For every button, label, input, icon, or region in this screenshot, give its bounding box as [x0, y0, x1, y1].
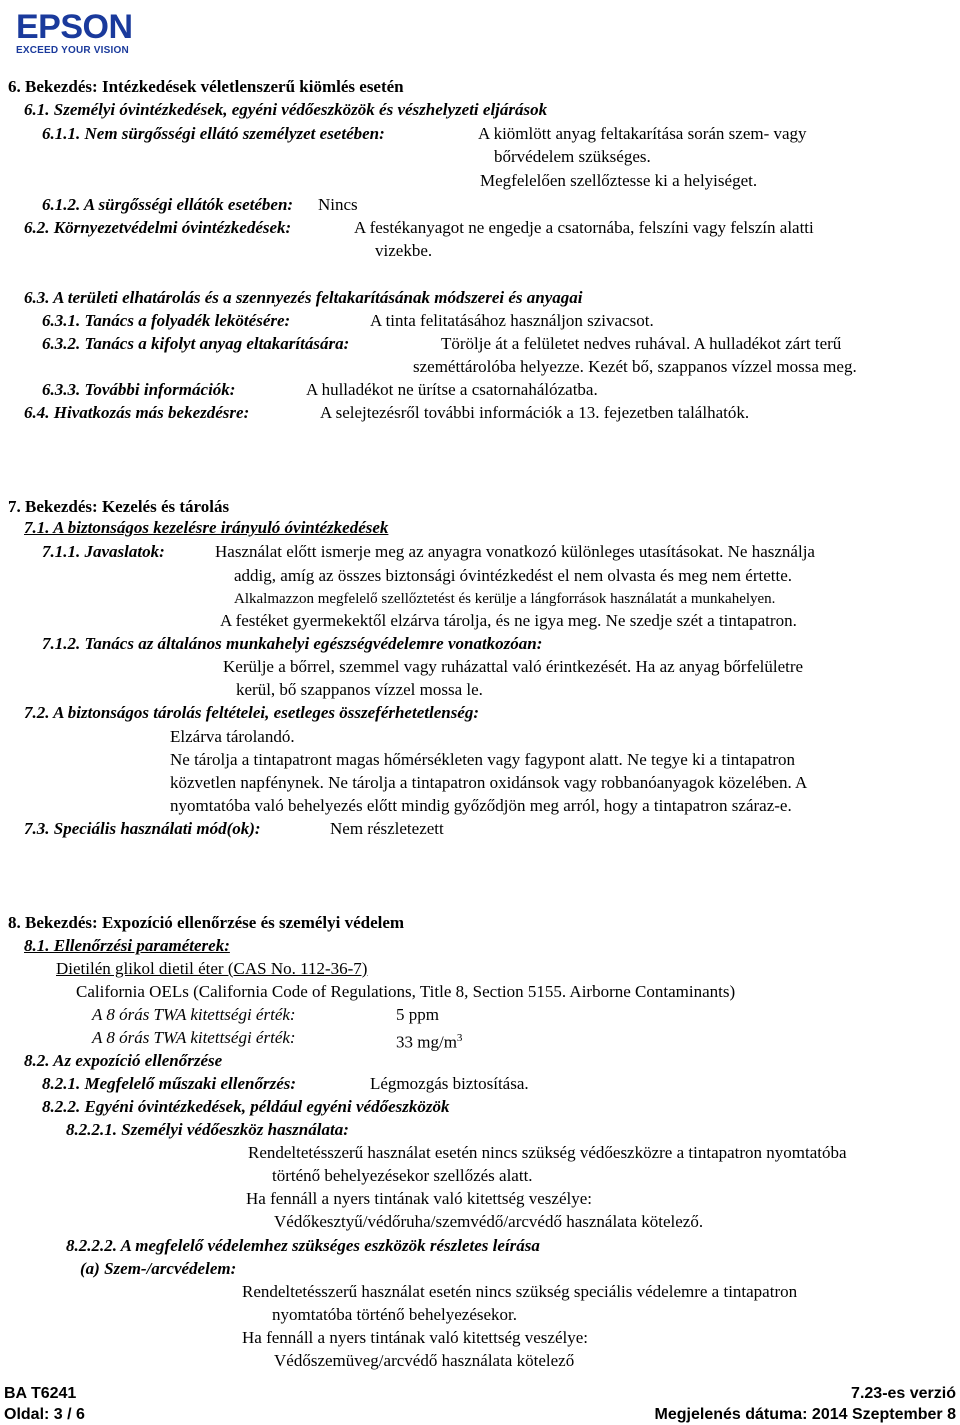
section-6-1-1-text: bőrvédelem szükséges.	[494, 147, 651, 166]
eye-face-protection-heading: (a) Szem-/arcvédelem:	[80, 1259, 237, 1278]
section-7-1-2-label: 7.1.2. Tanács az általános munkahelyi egészségvédelemre vonatkozóan:	[42, 634, 543, 653]
section-6-1-2-value: Nincs	[318, 195, 358, 214]
section-7-1-1-label: 7.1.1. Javaslatok:	[42, 542, 165, 561]
section-6-3-3-value: A hulladékot ne ürítse a csatornahálózatba.	[306, 380, 598, 399]
section-7-2-text: Ne tárolja a tintapatront magas hőmérsékleten vagy fagypont alatt. Ne tegye ki a tintapatron	[170, 750, 795, 769]
twa-value-text: 33 mg/m	[396, 1032, 457, 1052]
section-8-2-2-1-heading: 8.2.2.1. Személyi védőeszköz használata:	[66, 1120, 349, 1139]
section-8-2-2-2-heading: 8.2.2.2. A megfelelő védelemhez szükséges eszközök részletes leírása	[66, 1236, 540, 1255]
section-7-2-heading: 7.2. A biztonságos tárolás feltételei, esetleges összeférhetetlenség:	[24, 703, 480, 722]
section-7-2-text: nyomtatóba való behelyezés előtt mindig győződjön meg arról, hogy a tintapatron száraz-e.	[170, 796, 792, 815]
section-6-4-label: 6.4. Hivatkozás más bekezdésre:	[24, 403, 250, 422]
section-6-3-2-label: 6.3.2. Tanács a kifolyt anyag eltakarítására:	[42, 334, 350, 353]
section-7-2-text: Elzárva tárolandó.	[170, 727, 295, 746]
section-7-1-1-text: Használat előtt ismerje meg az anyagra vonatkozó különleges utasításokat. Ne használja	[215, 542, 815, 561]
eye-face-protection-text: Ha fennáll a nyers tintának való kitettség veszélye:	[242, 1328, 589, 1347]
section-6-3-3-label: 6.3.3. További információk:	[42, 380, 236, 399]
eye-face-protection-text: nyomtatóba történő behelyezésekor.	[272, 1305, 517, 1324]
section-8-2-2-1-text: Rendeltetésszerű használat esetén nincs szükség védőeszközre a tintapatron nyomtatóba	[248, 1143, 847, 1162]
section-6-4-value: A selejtezésről további információk a 13. fejezetben találhatók.	[320, 403, 750, 422]
section-8-2-1-value: Légmozgás biztosítása.	[370, 1074, 529, 1093]
section-7-1-2-text: kerül, bő szappanos vízzel mossa le.	[236, 680, 483, 699]
section-6-3-1-value: A tinta felitatásához használjon szivacsot.	[370, 311, 654, 330]
section-7-1-heading: 7.1. A biztonságos kezelésre irányuló óvintézkedések	[24, 518, 389, 537]
oel-title: California OELs (California Code of Regulations, Title 8, Section 5155. Airborne Contaminants)	[76, 982, 736, 1001]
substance-name: Dietilén glikol dietil éter (CAS No. 112-36-7)	[56, 959, 368, 978]
section-6-2-label: 6.2. Környezetvédelmi óvintézkedések:	[24, 218, 292, 237]
logo-tagline: EXCEED YOUR VISION	[16, 45, 129, 56]
footer-doc-id: BA T6241	[4, 1385, 77, 1402]
section-6-2-text: A festékanyagot ne engedje a csatornába, felszíni vagy felszín alatti	[354, 218, 814, 237]
section-6-1-1-label: 6.1.1. Nem sürgősségi ellátó személyzet esetében:	[42, 124, 385, 143]
footer-version: 7.23-es verzió	[851, 1385, 956, 1402]
section-8-2-2-1-text: történő behelyezésekor szellőzés alatt.	[272, 1166, 533, 1185]
section-8-2-2-1-text: Ha fennáll a nyers tintának való kitettség veszélye:	[246, 1189, 593, 1208]
section-8-2-2-heading: 8.2.2. Egyéni óvintézkedések, például egyéni védőeszközök	[42, 1097, 450, 1116]
epson-logo	[16, 10, 133, 57]
twa-label: A 8 órás TWA kitettségi érték:	[92, 1028, 296, 1047]
section-7-1-1-text: addig, amíg az összes biztonsági óvintézkedést el nem olvasta és meg nem értette.	[234, 566, 792, 585]
section-6-1-heading: 6.1. Személyi óvintézkedések, egyéni védőeszközök és vészhelyzeti eljárások	[24, 100, 548, 119]
section-6-2-text: vizekbe.	[375, 241, 433, 260]
twa-value	[396, 1028, 462, 1053]
section-6-3-2-text: Törölje át a felületet nedves ruhával. A hulladékot zárt terű	[441, 334, 842, 353]
twa-label: A 8 órás TWA kitettségi érték:	[92, 1005, 296, 1024]
logo-text: EPSON	[16, 8, 133, 46]
section-6-1-1-text: A kiömlött anyag feltakarítása során szem- vagy	[478, 124, 807, 143]
twa-value: 5 ppm	[396, 1005, 439, 1024]
twa-value-superscript: 3	[456, 1032, 463, 1044]
section-8-2-1-label: 8.2.1. Megfelelő műszaki ellenőrzés:	[42, 1074, 297, 1093]
section-7-1-1-text: A festéket gyermekektől elzárva tárolja, és ne igya meg. Ne szedje szét a tintapatron.	[220, 611, 797, 630]
section-7-title: 7. Bekezdés: Kezelés és tárolás	[8, 497, 230, 516]
section-8-2-2-1-text: Védőkesztyű/védőruha/szemvédő/arcvédő használata kötelező.	[274, 1212, 704, 1231]
section-7-2-text: közvetlen napfénynek. Ne tárolja a tintapatron oxidánsok vagy robbanóanyagok közelében. A	[170, 773, 808, 792]
section-7-1-2-text: Kerülje a bőrrel, szemmel vagy ruházattal való érintkezését. Ha az anyag bőrfelületre	[223, 657, 804, 676]
section-8-1-heading: 8.1. Ellenőrzési paraméterek:	[24, 936, 230, 955]
footer-date: Megjelenés dátuma: 2014 Szeptember 8	[654, 1406, 956, 1423]
footer-page-number: Oldal: 3 / 6	[4, 1406, 85, 1423]
section-6-title: 6. Bekezdés: Intézkedések véletlenszerű kiömlés esetén	[8, 77, 404, 96]
section-8-2-heading: 8.2. Az expozíció ellenőrzése	[24, 1051, 223, 1070]
section-6-1-1-text: Megfelelően szellőztesse ki a helyiséget.	[480, 171, 758, 190]
section-6-1-2-label: 6.1.2. A sürgősségi ellátók esetében:	[42, 195, 294, 214]
section-6-3-heading: 6.3. A területi elhatárolás és a szennyezés feltakarításának módszerei és anyagai	[24, 288, 583, 307]
section-8-title: 8. Bekezdés: Expozíció ellenőrzése és személyi védelem	[8, 913, 405, 932]
section-7-1-1-text: Alkalmazzon megfelelő szellőztetést és kerülje a lángforrások használatát a munkahelyen.	[234, 591, 776, 607]
section-6-3-2-text: szeméttárolóba helyezze. Kezét bő, szappanos vízzel mossa meg.	[413, 357, 857, 376]
eye-face-protection-text: Védőszemüveg/arcvédő használata kötelező	[274, 1351, 575, 1370]
section-6-3-1-label: 6.3.1. Tanács a folyadék lekötésére:	[42, 311, 291, 330]
section-7-3-label: 7.3. Speciális használati mód(ok):	[24, 819, 261, 838]
section-7-3-value: Nem részletezett	[330, 819, 444, 838]
eye-face-protection-text: Rendeltetésszerű használat esetén nincs szükség speciális védelemre a tintapatron	[242, 1282, 798, 1301]
